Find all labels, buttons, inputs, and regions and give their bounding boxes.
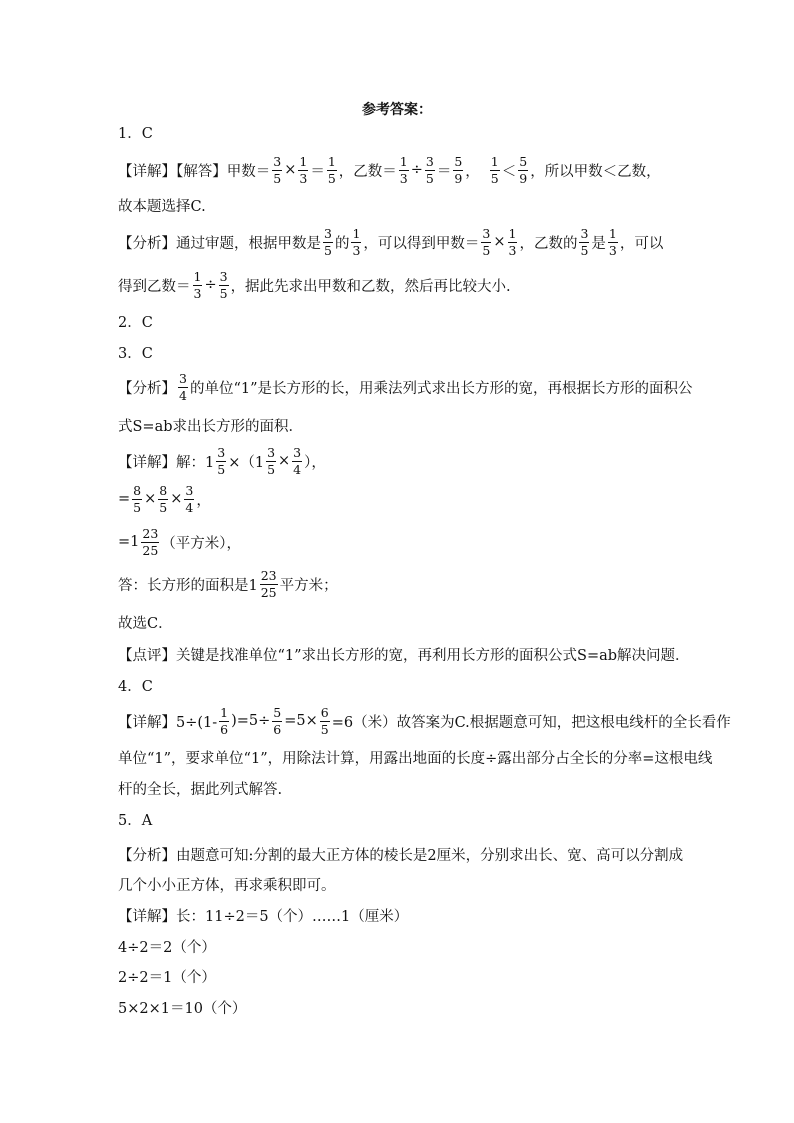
denominator: 4	[179, 387, 187, 403]
q5-line-3	[118, 900, 408, 930]
text: ×	[278, 453, 291, 469]
text: 是	[591, 235, 606, 252]
q5-line-5	[118, 961, 216, 991]
numerator: 3	[267, 445, 276, 461]
fraction	[323, 227, 333, 256]
numerator: 8	[133, 483, 142, 499]
q3-line-8	[118, 639, 690, 669]
numerator: 1	[193, 269, 202, 285]
q5-line-2	[118, 869, 336, 899]
q4-line-1	[118, 706, 731, 736]
text: ×	[284, 162, 297, 178]
fraction	[579, 227, 589, 256]
text: 单位“1”，要求单位“1”，用除法计算，用露出地面的长度÷露出部分占全长的分率=这根电线	[118, 750, 713, 767]
fraction	[216, 446, 226, 475]
text: 5×2×1＝10（个）	[118, 1000, 247, 1017]
q1-line-1	[118, 155, 661, 185]
text: ×	[170, 491, 183, 507]
q2-answer: 2．C	[118, 314, 153, 331]
numerator: 1	[399, 154, 408, 170]
q5-line-4	[118, 931, 216, 961]
fraction	[518, 155, 528, 184]
fraction	[193, 270, 203, 299]
text: 故本题选择C.	[118, 198, 206, 215]
fraction	[351, 227, 361, 256]
denominator: 5	[159, 499, 168, 515]
text: ÷	[410, 162, 423, 178]
numerator: 1	[508, 226, 517, 242]
denominator: 5	[217, 461, 226, 477]
text: 【点评】关键是找准单位“1”求出长方形的宽，再利用长方形的面积公式S=ab解决问题．	[118, 647, 690, 664]
denominator: 3	[299, 170, 308, 186]
text: （平方米），	[161, 535, 242, 552]
text: 【分析】由题意可知:分割的最大正方体的棱长是2厘米，分别求出长、宽、高可以分割成	[118, 847, 684, 864]
text: ，所以甲数＜乙数，	[530, 163, 661, 180]
denominator: 9	[519, 170, 528, 186]
fraction	[272, 706, 282, 735]
text: 2÷2＝1（个）	[118, 969, 216, 986]
text: 【详解】长：11÷2＝5（个）……1（厘米）	[118, 908, 409, 925]
q3-line-2	[118, 410, 303, 440]
text: 【详解】解：1	[118, 454, 215, 471]
fraction	[490, 155, 500, 184]
text: 【分析】	[118, 380, 176, 397]
text: =5×	[284, 713, 318, 729]
denominator: 5	[320, 721, 329, 737]
denominator: 5	[133, 499, 142, 515]
numerator: 3	[324, 226, 332, 242]
numerator: 3	[217, 445, 226, 461]
text: ÷	[204, 277, 217, 293]
q3-line-3	[118, 446, 326, 476]
numerator: 23	[260, 568, 277, 584]
numerator: 1	[608, 226, 617, 242]
q3-line-7	[118, 607, 173, 637]
fraction	[508, 227, 518, 256]
q1-line-3	[118, 227, 663, 257]
q3-line-5	[118, 527, 241, 557]
text: 【详解】【解答】甲数＝	[118, 163, 271, 180]
text: 得到乙数＝	[118, 278, 191, 295]
numerator: 1	[220, 705, 229, 721]
q4-number	[118, 670, 153, 700]
q3-line-6	[118, 569, 338, 599]
numerator: 6	[320, 705, 329, 721]
q5-answer: 5．A	[118, 812, 153, 829]
fraction	[219, 270, 229, 299]
fraction	[184, 484, 194, 513]
text: ，	[465, 163, 480, 180]
denominator: 4	[185, 499, 194, 515]
q3-line-1	[118, 372, 693, 402]
q2-number	[118, 306, 153, 336]
denominator: 5	[219, 285, 228, 301]
denominator: 5	[580, 242, 589, 258]
q4-answer: 4．C	[118, 678, 153, 695]
fraction	[481, 227, 491, 256]
numerator: 3	[185, 483, 194, 499]
numerator: 3	[425, 154, 434, 170]
numerator: 3	[179, 371, 187, 387]
q5-number	[118, 804, 152, 834]
denominator: 3	[608, 242, 617, 258]
numerator: 3	[273, 154, 282, 170]
fraction	[158, 484, 168, 513]
denominator: 6	[273, 721, 282, 737]
text: ×	[144, 491, 157, 507]
denominator: 5	[490, 170, 499, 186]
fraction	[178, 372, 188, 401]
denominator: 5	[273, 170, 282, 186]
q3-answer: 3．C	[118, 345, 153, 362]
denominator: 3	[193, 285, 202, 301]
fraction	[266, 446, 276, 475]
q5-line-1	[118, 839, 683, 869]
fraction	[132, 484, 142, 513]
text: 4÷2＝2（个）	[118, 939, 216, 956]
text: )=5÷	[231, 713, 271, 729]
text: 的	[334, 235, 350, 252]
fraction	[327, 155, 337, 184]
numerator: 1	[490, 154, 499, 170]
numerator: 3	[293, 445, 302, 461]
q4-line-2	[118, 742, 712, 772]
numerator: 23	[142, 526, 159, 542]
text: ，	[196, 492, 211, 509]
fraction	[292, 446, 302, 475]
numerator: 1	[352, 226, 361, 242]
q5-line-6	[118, 992, 246, 1022]
fraction	[272, 155, 282, 184]
text: ，可以得到甲数＝	[363, 235, 480, 252]
fraction	[399, 155, 409, 184]
fraction	[453, 155, 463, 184]
text: 答：长方形的面积是1	[118, 577, 258, 594]
fraction	[219, 706, 229, 735]
numerator: 5	[273, 705, 282, 721]
numerator: 1	[299, 154, 308, 170]
numerator: 3	[482, 226, 491, 242]
text: ＝	[436, 163, 452, 180]
q3-number	[118, 337, 153, 367]
numerator: 1	[327, 154, 336, 170]
fraction	[260, 569, 278, 598]
text: 【分析】通过审题，根据甲数是	[118, 235, 321, 252]
page-title: 参考答案：	[362, 102, 432, 118]
text: ，可以	[619, 235, 664, 252]
fraction	[141, 527, 159, 556]
numerator: 8	[159, 483, 168, 499]
denominator: 3	[399, 170, 408, 186]
q1-number	[118, 117, 153, 147]
denominator: 9	[454, 170, 463, 186]
denominator: 25	[142, 542, 159, 558]
text: ×（1	[228, 454, 265, 471]
numerator: 5	[519, 154, 528, 170]
text: 式S=ab求出长方形的面积．	[118, 418, 304, 435]
denominator: 25	[260, 584, 277, 600]
text: =1	[118, 534, 140, 550]
denominator: 3	[352, 242, 361, 258]
text: ，乙数＝	[338, 163, 397, 180]
text: 杆的全长，据此列式解答.	[118, 781, 283, 798]
text: 的单位“1”是长方形的长，用乘法列式求出长方形的宽，再根据长方形的面积公	[189, 380, 693, 397]
denominator: 5	[327, 170, 336, 186]
denominator: 5	[267, 461, 276, 477]
numerator: 3	[580, 226, 589, 242]
text: 平方米；	[279, 577, 338, 594]
q3-line-4	[118, 484, 211, 514]
fraction	[320, 706, 330, 735]
text: ），	[304, 454, 326, 471]
text: ＜	[501, 163, 517, 180]
text: 【详解】5÷(1-	[118, 714, 218, 731]
denominator: 4	[293, 461, 302, 477]
q1-line-2	[118, 190, 206, 220]
denominator: 5	[482, 242, 491, 258]
fraction	[298, 155, 308, 184]
denominator: 6	[220, 721, 229, 737]
text: ×	[493, 234, 506, 250]
q1-answer: 1．C	[118, 125, 153, 142]
numerator: 3	[219, 269, 228, 285]
denominator: 5	[425, 170, 434, 186]
text: ，乙数的	[519, 235, 578, 252]
text: ＝	[310, 163, 325, 180]
text: ，据此先求出甲数和乙数，然后再比较大小.	[230, 278, 511, 295]
text: =	[118, 491, 131, 507]
denominator: 5	[324, 242, 332, 258]
denominator: 3	[508, 242, 517, 258]
fraction	[608, 227, 618, 256]
numerator: 5	[454, 154, 463, 170]
q4-line-3	[118, 773, 282, 803]
text: 几个小小正方体，再求乘积即可。	[118, 877, 336, 894]
text: 故选C．	[118, 615, 173, 632]
fraction	[425, 155, 435, 184]
q1-line-4	[118, 270, 511, 300]
text: =6（米）故答案为C.根据题意可知，把这根电线杆的全长看作	[331, 714, 731, 731]
